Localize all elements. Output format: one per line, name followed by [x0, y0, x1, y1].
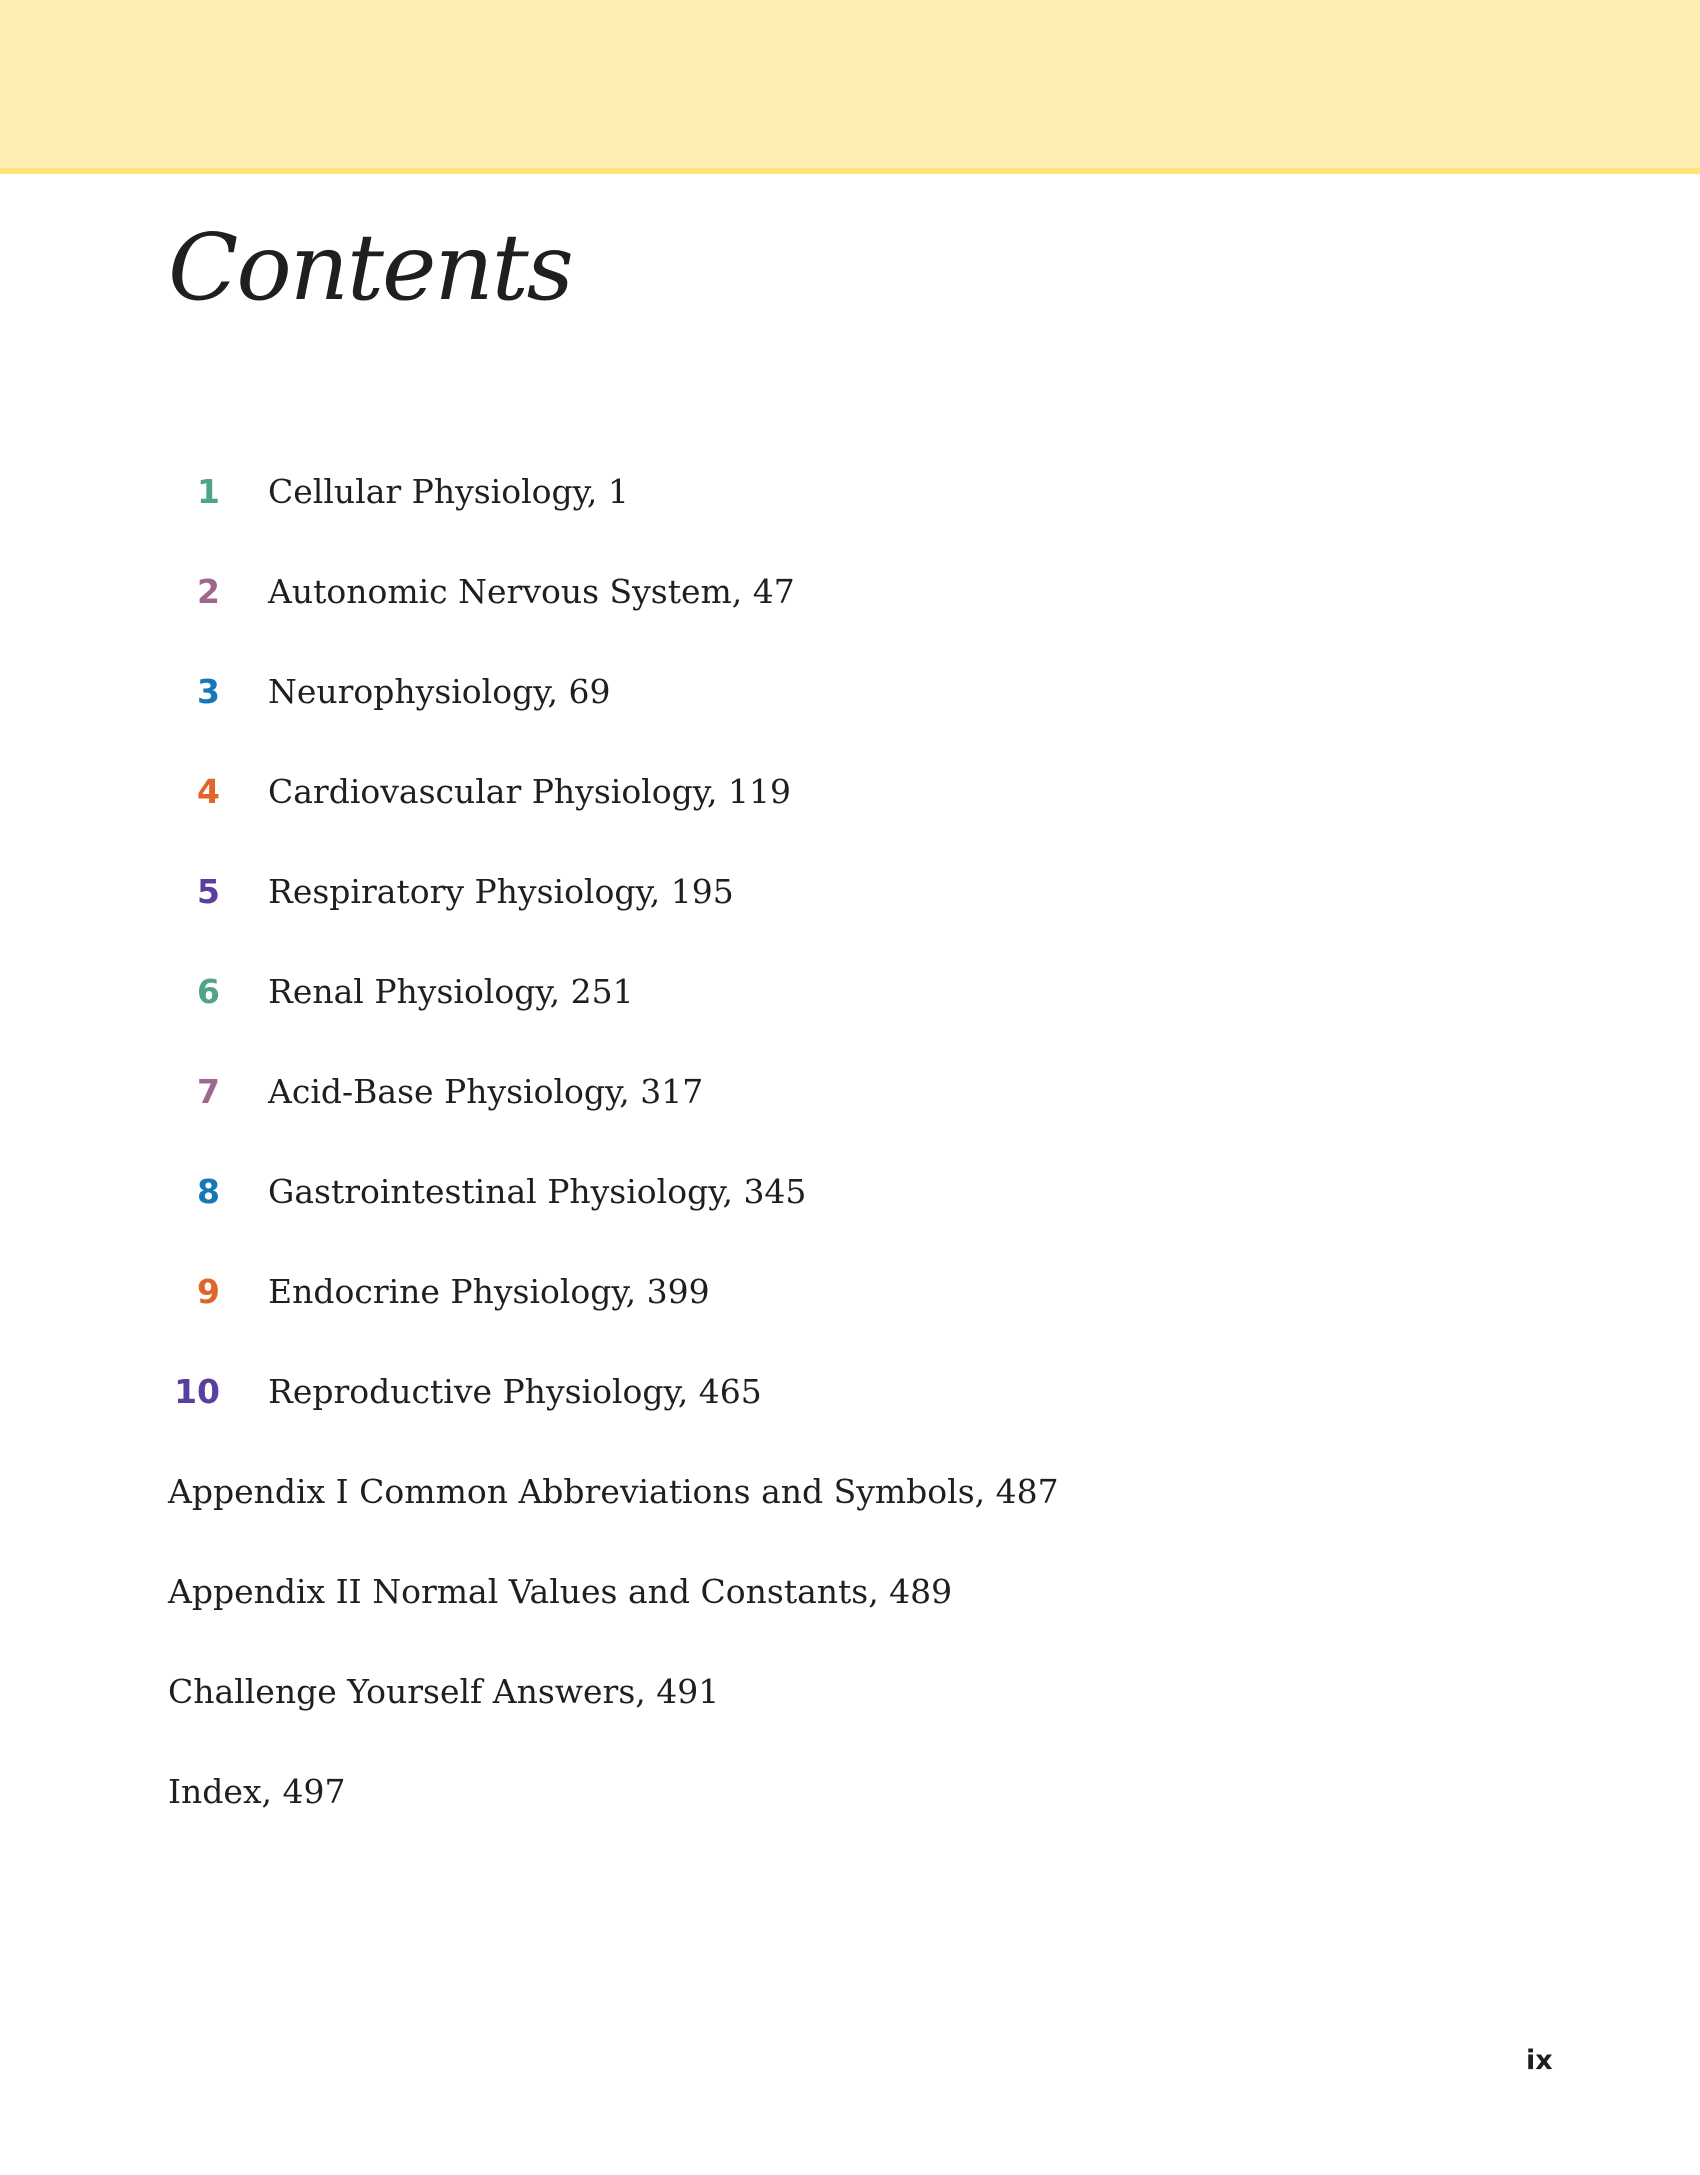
chapter-title: Cellular Physiology, 1: [268, 472, 629, 511]
chapter-number: 4: [197, 772, 220, 811]
toc-chapter-9[interactable]: [0, 1260, 1700, 1360]
chapter-number: 6: [197, 972, 220, 1011]
chapter-number: 2: [197, 572, 220, 611]
toc-chapter-2[interactable]: [0, 560, 1700, 660]
toc-chapter-6[interactable]: [0, 960, 1700, 1060]
chapter-title: Gastrointestinal Physiology, 345: [268, 1172, 807, 1211]
toc-chapter-4[interactable]: [0, 760, 1700, 860]
toc-chapter-5[interactable]: [0, 860, 1700, 960]
index-title: Index, 497: [168, 1772, 346, 1811]
toc-index[interactable]: [0, 1760, 1700, 1860]
toc-appendix-2[interactable]: [0, 1560, 1700, 1660]
chapter-number: 9: [197, 1272, 220, 1311]
chapter-title: Endocrine Physiology, 399: [268, 1272, 710, 1311]
chapter-number: 5: [197, 872, 220, 911]
chapter-title: Respiratory Physiology, 195: [268, 872, 734, 911]
table-of-contents: [0, 460, 1700, 1860]
chapter-title: Cardiovascular Physiology, 119: [268, 772, 791, 811]
chapter-number: 1: [197, 472, 220, 511]
chapter-number: 8: [197, 1172, 220, 1211]
toc-chapter-1[interactable]: [0, 460, 1700, 560]
chapter-number: 7: [197, 1072, 220, 1111]
appendix-title: Appendix I Common Abbreviations and Symbols, 487: [168, 1472, 1059, 1511]
chapter-title: Acid-Base Physiology, 317: [268, 1072, 704, 1111]
toc-chapter-3[interactable]: [0, 660, 1700, 760]
toc-appendix-1[interactable]: [0, 1460, 1700, 1560]
header-band: [0, 0, 1700, 174]
page-number: ix: [1526, 2045, 1553, 2076]
toc-chapter-10[interactable]: [0, 1360, 1700, 1460]
toc-chapter-8[interactable]: [0, 1160, 1700, 1260]
challenge-answers-title: Challenge Yourself Answers, 491: [168, 1672, 720, 1711]
toc-challenge-answers[interactable]: [0, 1660, 1700, 1760]
chapter-number: 3: [197, 672, 220, 711]
chapter-title: Renal Physiology, 251: [268, 972, 634, 1011]
chapter-title: Reproductive Physiology, 465: [268, 1372, 762, 1411]
chapter-title: Neurophysiology, 69: [268, 672, 611, 711]
toc-chapter-7[interactable]: [0, 1060, 1700, 1160]
chapter-title: Autonomic Nervous System, 47: [268, 572, 795, 611]
chapter-number: 10: [174, 1372, 220, 1411]
page-title: Contents: [168, 214, 572, 321]
appendix-title: Appendix II Normal Values and Constants, 489: [168, 1572, 953, 1611]
